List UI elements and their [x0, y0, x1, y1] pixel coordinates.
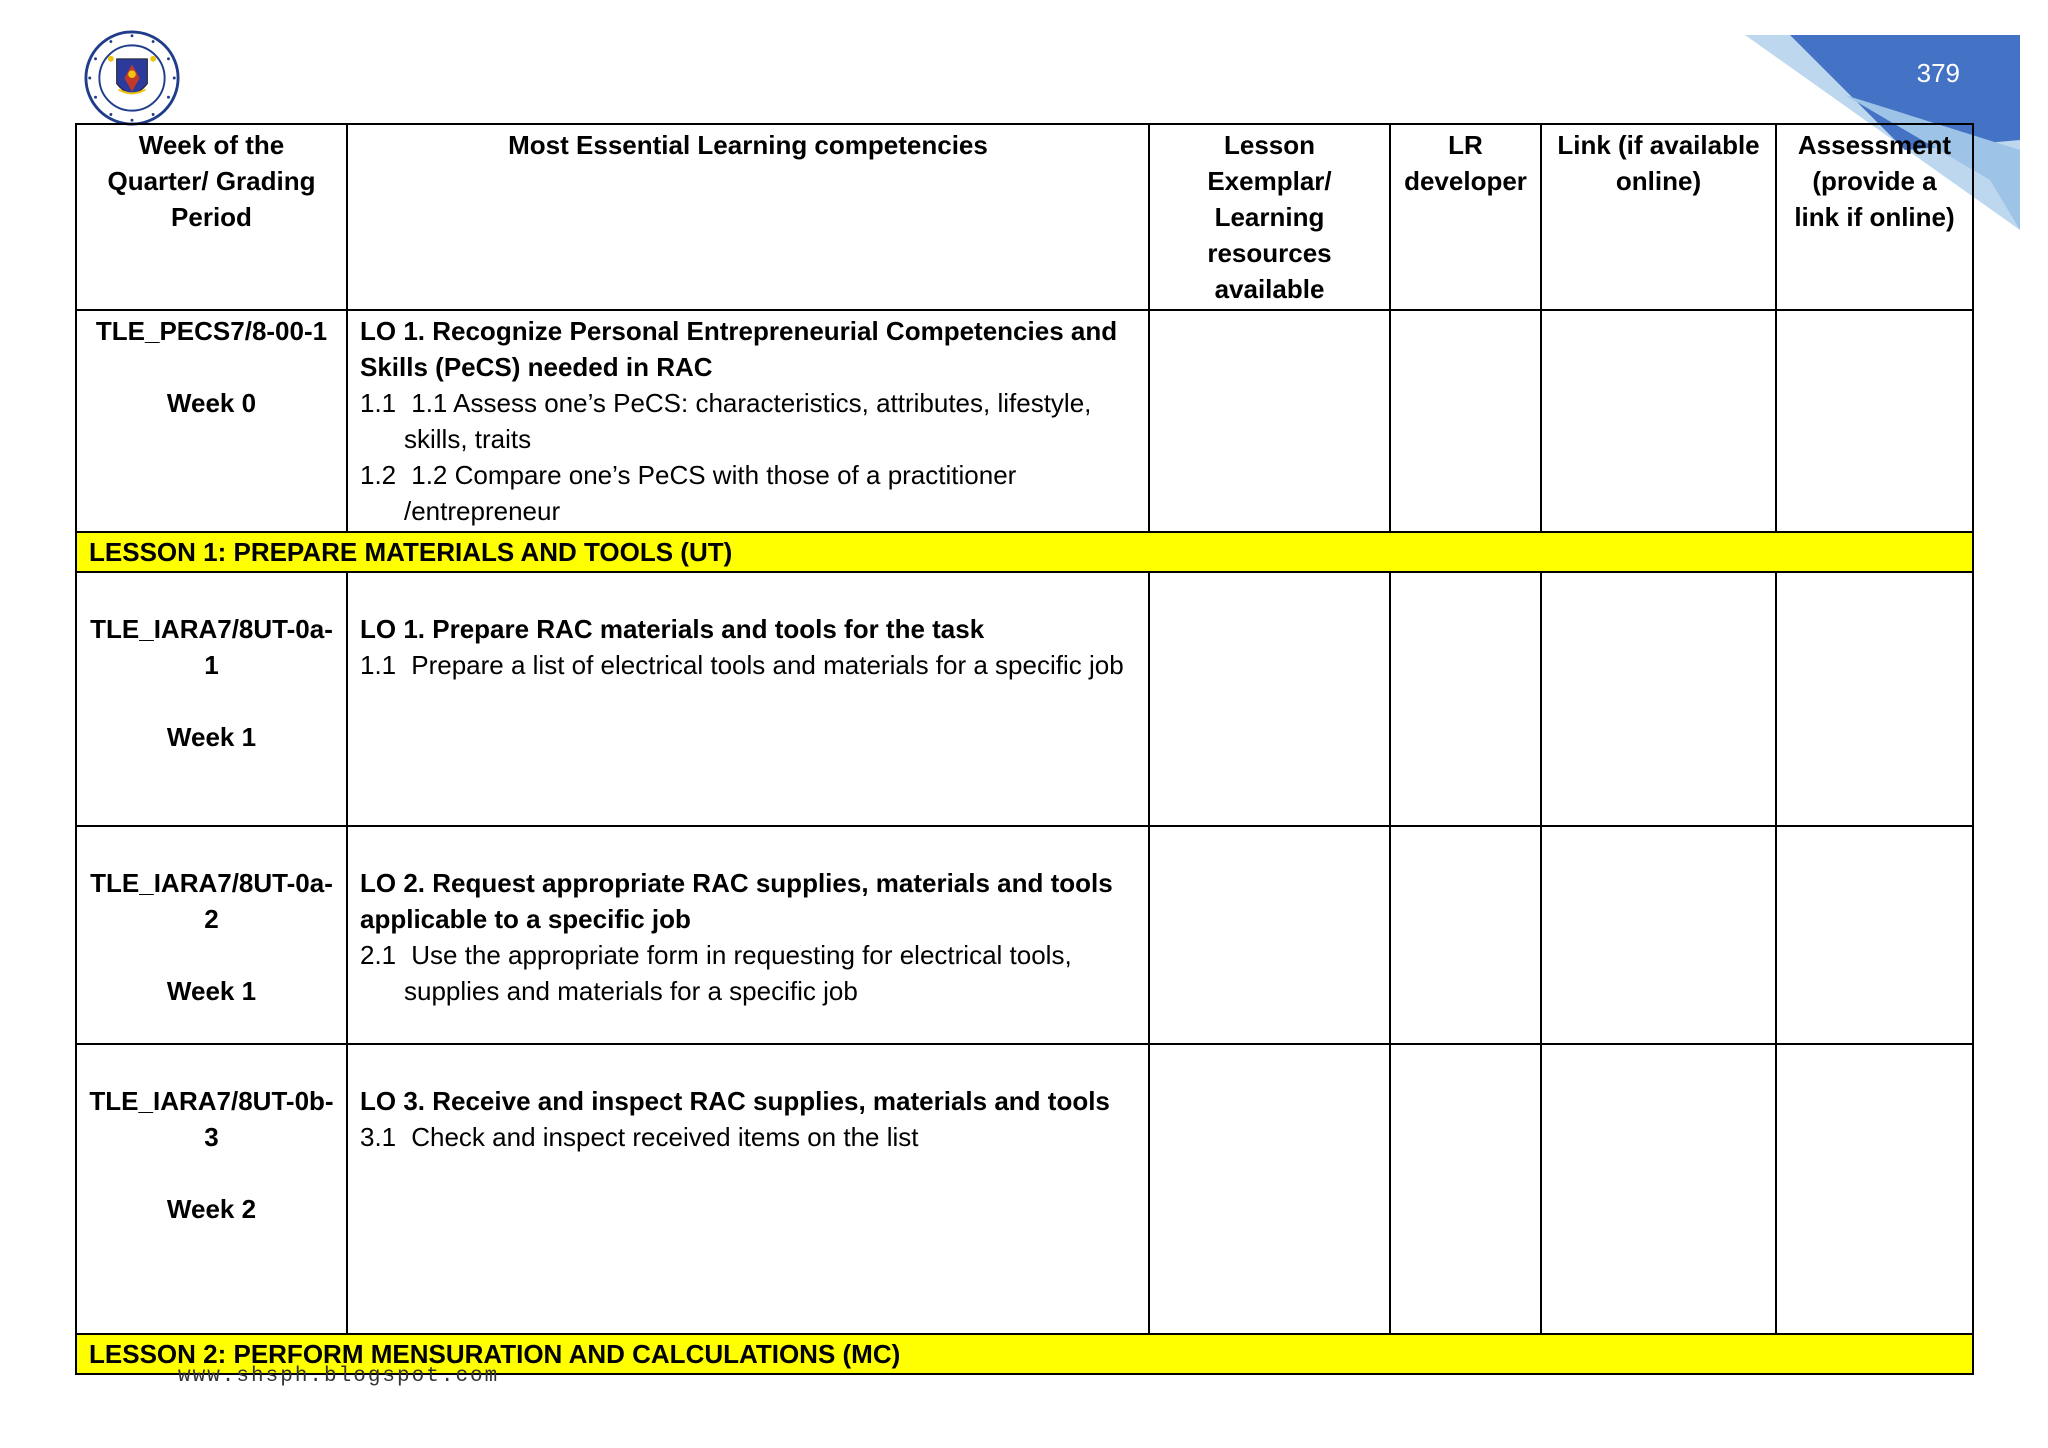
lesson-title: LESSON 1: PREPARE MATERIALS AND TOOLS (UT)	[76, 532, 1973, 572]
empty-cell	[1390, 826, 1541, 1044]
week-cell	[76, 1044, 347, 1334]
week-label: Week 1	[166, 722, 257, 752]
item-number: 1.1	[360, 388, 397, 418]
table-row	[76, 1044, 1973, 1334]
learning-outcome: LO 2. Request appropriate RAC supplies, materials and tools applicable to a specific job	[360, 868, 1113, 934]
empty-cell	[1541, 826, 1776, 1044]
competency-cell	[347, 310, 1149, 532]
competency-item	[360, 1119, 1136, 1155]
empty-cell	[1149, 572, 1390, 826]
lesson-header-row	[76, 532, 1973, 572]
header-competencies: Most Essential Learning competencies	[347, 124, 1149, 310]
empty-cell	[1541, 1044, 1776, 1334]
competency-item	[360, 457, 1136, 529]
competency-item	[360, 647, 1136, 683]
competency-code: TLE_IARA7/8UT-0a-1	[90, 614, 333, 680]
learning-outcome: LO 3. Receive and inspect RAC supplies, materials and tools	[360, 1086, 1110, 1116]
header-assessment: Assessment (provide a link if online)	[1776, 124, 1973, 310]
header-week: Week of the Quarter/ Grading Period	[76, 124, 347, 310]
melc-table	[75, 123, 1974, 1375]
week-label: Week 2	[166, 1194, 257, 1224]
item-number: 1.2	[360, 460, 397, 490]
item-number: 1.1	[360, 650, 397, 680]
table-row	[76, 826, 1973, 1044]
item-number: 2.1	[360, 940, 397, 970]
item-number: 3.1	[360, 1122, 397, 1152]
week-cell	[76, 572, 347, 826]
learning-outcome: LO 1. Prepare RAC materials and tools for the task	[360, 614, 985, 644]
item-text: 1.1 Assess one’s PeCS: characteristics, attributes, lifestyle, skills, traits	[404, 388, 1092, 454]
competency-item	[360, 385, 1136, 457]
empty-cell	[1390, 310, 1541, 532]
footer-url: www.shsph.blogspot.com	[178, 1365, 500, 1388]
item-text: Check and inspect received items on the list	[411, 1122, 919, 1152]
competency-item	[360, 937, 1136, 1009]
item-text: 1.2 Compare one’s PeCS with those of a practitioner /entrepreneur	[404, 460, 1017, 526]
empty-cell	[1776, 826, 1973, 1044]
deped-seal-logo	[84, 30, 180, 126]
competency-code: TLE_PECS7/8-00-1	[95, 316, 328, 346]
empty-cell	[1149, 1044, 1390, 1334]
empty-cell	[1541, 310, 1776, 532]
week-label: Week 0	[166, 388, 257, 418]
table-row	[76, 572, 1973, 826]
empty-cell	[1149, 826, 1390, 1044]
lesson-title: LESSON 2: PERFORM MENSURATION AND CALCULATIONS (MC)	[76, 1334, 1973, 1374]
competency-cell	[347, 572, 1149, 826]
week-cell	[76, 826, 347, 1044]
item-text: Use the appropriate form in requesting for electrical tools, supplies and materials for a specific job	[404, 940, 1072, 1006]
table-header-row	[76, 124, 1973, 310]
empty-cell	[1776, 1044, 1973, 1334]
empty-cell	[1776, 310, 1973, 532]
page-number: 379	[1916, 58, 1960, 88]
empty-cell	[1390, 1044, 1541, 1334]
table-row	[76, 310, 1973, 532]
item-text: Prepare a list of electrical tools and materials for a specific job	[411, 650, 1124, 680]
header-lesson-exemplar: Lesson Exemplar/ Learning resources available	[1149, 124, 1390, 310]
competency-cell	[347, 1044, 1149, 1334]
competency-code: TLE_IARA7/8UT-0b-3	[89, 1086, 334, 1152]
week-cell	[76, 310, 347, 532]
empty-cell	[1149, 310, 1390, 532]
empty-cell	[1541, 572, 1776, 826]
header-lr-developer: LR developer	[1390, 124, 1541, 310]
week-label: Week 1	[166, 976, 257, 1006]
empty-cell	[1776, 572, 1973, 826]
learning-outcome: LO 1. Recognize Personal Entrepreneurial Competencies and Skills (PeCS) needed in RAC	[360, 316, 1118, 382]
competency-code: TLE_IARA7/8UT-0a-2	[90, 868, 333, 934]
empty-cell	[1390, 572, 1541, 826]
header-link: Link (if available online)	[1541, 124, 1776, 310]
competency-cell	[347, 826, 1149, 1044]
